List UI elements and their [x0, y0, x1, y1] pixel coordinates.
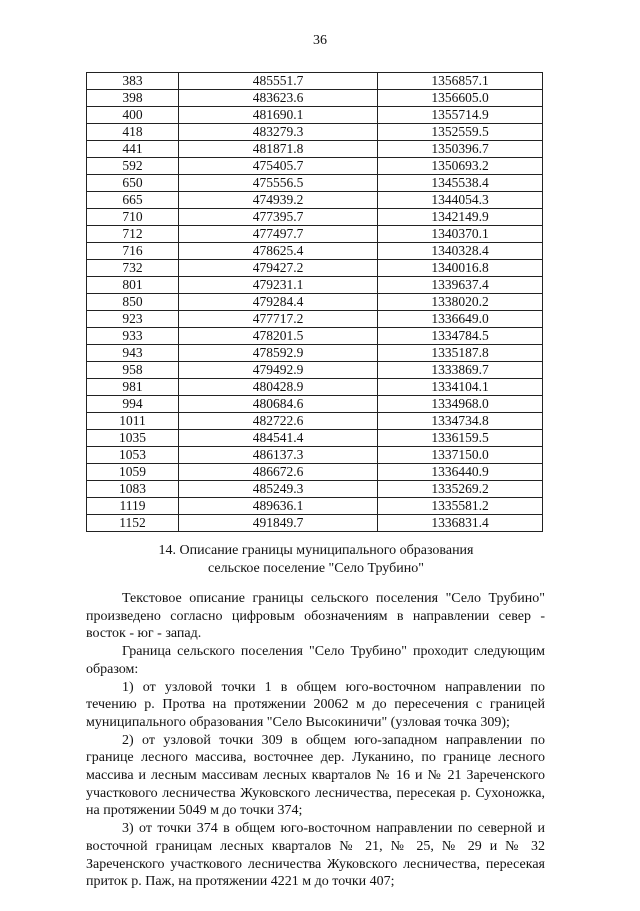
- table-row: [87, 175, 543, 192]
- table-row: [87, 464, 543, 481]
- paragraph: 2) от узловой точки 309 в общем юго-западном направлении по границе лесного массива, восточнее дер. Луканино, по границе лесного массива и лесным массивам лесных кварталов № 16 и № 21 Зареченского участкового лесничества Жуковского лесничества, пересекая р. Сухоножка, на протяжении 5049 м до точки 374;: [86, 732, 545, 819]
- table-row: [87, 498, 543, 515]
- x-coordinate-cell: 478625.4: [179, 243, 378, 260]
- x-coordinate-cell: 485249.3: [179, 481, 378, 498]
- table-row: [87, 192, 543, 209]
- paragraph: Граница сельского поселения "Село Трубино" проходит следующим образом:: [86, 644, 545, 677]
- table-row: [87, 515, 543, 532]
- paragraph: 3) от точки 374 в общем юго-восточном направлении по северной и восточной границам лесных кварталов № 21, № 25, № 29 и № 32 Зареченского участкового лесничества Жуковского лесничества, пересекая приток р. Паж, на протяжении 4221 м до точки 407;: [86, 821, 545, 890]
- x-coordinate-cell: 475405.7: [179, 158, 378, 175]
- table-row: [87, 345, 543, 362]
- x-coordinate-cell: 479231.1: [179, 277, 378, 294]
- table-row: [87, 311, 543, 328]
- x-coordinate-cell: 477717.2: [179, 311, 378, 328]
- table-row: [87, 73, 543, 90]
- table-row: [87, 413, 543, 430]
- y-coordinate-cell: 1334734.8: [378, 413, 543, 430]
- table-row: [87, 481, 543, 498]
- table-row: [87, 158, 543, 175]
- coordinates-table: [86, 72, 543, 532]
- table-row: [87, 328, 543, 345]
- point-number-cell: 592: [87, 158, 179, 175]
- point-number-cell: 398: [87, 90, 179, 107]
- y-coordinate-cell: 1334968.0: [378, 396, 543, 413]
- table-row: [87, 294, 543, 311]
- x-coordinate-cell: 479284.4: [179, 294, 378, 311]
- y-coordinate-cell: 1345538.4: [378, 175, 543, 192]
- x-coordinate-cell: 486137.3: [179, 447, 378, 464]
- x-coordinate-cell: 478592.9: [179, 345, 378, 362]
- x-coordinate-cell: 480428.9: [179, 379, 378, 396]
- x-coordinate-cell: 479427.2: [179, 260, 378, 277]
- heading-line-1: 14. Описание границы муниципального образования: [158, 543, 474, 558]
- point-number-cell: 801: [87, 277, 179, 294]
- y-coordinate-cell: 1356857.1: [378, 73, 543, 90]
- section-heading: [86, 542, 546, 578]
- x-coordinate-cell: 486672.6: [179, 464, 378, 481]
- y-coordinate-cell: 1340370.1: [378, 226, 543, 243]
- point-number-cell: 994: [87, 396, 179, 413]
- table-row: [87, 107, 543, 124]
- x-coordinate-cell: 483623.6: [179, 90, 378, 107]
- page-number: 36: [313, 33, 327, 48]
- y-coordinate-cell: 1338020.2: [378, 294, 543, 311]
- point-number-cell: 710: [87, 209, 179, 226]
- point-number-cell: 958: [87, 362, 179, 379]
- point-number-cell: 732: [87, 260, 179, 277]
- table-row: [87, 277, 543, 294]
- x-coordinate-cell: 481871.8: [179, 141, 378, 158]
- y-coordinate-cell: 1335581.2: [378, 498, 543, 515]
- x-coordinate-cell: 474939.2: [179, 192, 378, 209]
- x-coordinate-cell: 479492.9: [179, 362, 378, 379]
- table-row: [87, 243, 543, 260]
- y-coordinate-cell: 1335187.8: [378, 345, 543, 362]
- y-coordinate-cell: 1336831.4: [378, 515, 543, 532]
- table-row: [87, 447, 543, 464]
- point-number-cell: 1035: [87, 430, 179, 447]
- y-coordinate-cell: 1340016.8: [378, 260, 543, 277]
- point-number-cell: 850: [87, 294, 179, 311]
- x-coordinate-cell: 489636.1: [179, 498, 378, 515]
- point-number-cell: 933: [87, 328, 179, 345]
- point-number-cell: 1119: [87, 498, 179, 515]
- y-coordinate-cell: 1336649.0: [378, 311, 543, 328]
- table-row: [87, 396, 543, 413]
- y-coordinate-cell: 1336159.5: [378, 430, 543, 447]
- point-number-cell: 665: [87, 192, 179, 209]
- table-row: [87, 141, 543, 158]
- x-coordinate-cell: 480684.6: [179, 396, 378, 413]
- x-coordinate-cell: 481690.1: [179, 107, 378, 124]
- point-number-cell: 1152: [87, 515, 179, 532]
- point-number-cell: 712: [87, 226, 179, 243]
- y-coordinate-cell: 1355714.9: [378, 107, 543, 124]
- section-body: [86, 590, 545, 911]
- y-coordinate-cell: 1337150.0: [378, 447, 543, 464]
- y-coordinate-cell: 1339637.4: [378, 277, 543, 294]
- x-coordinate-cell: 484541.4: [179, 430, 378, 447]
- y-coordinate-cell: 1356605.0: [378, 90, 543, 107]
- point-number-cell: 981: [87, 379, 179, 396]
- point-number-cell: 943: [87, 345, 179, 362]
- x-coordinate-cell: 477497.7: [179, 226, 378, 243]
- table-row: [87, 430, 543, 447]
- point-number-cell: 716: [87, 243, 179, 260]
- y-coordinate-cell: 1350693.2: [378, 158, 543, 175]
- table-row: [87, 209, 543, 226]
- x-coordinate-cell: 482722.6: [179, 413, 378, 430]
- table-row: [87, 226, 543, 243]
- y-coordinate-cell: 1335269.2: [378, 481, 543, 498]
- y-coordinate-cell: 1340328.4: [378, 243, 543, 260]
- y-coordinate-cell: 1333869.7: [378, 362, 543, 379]
- point-number-cell: 441: [87, 141, 179, 158]
- x-coordinate-cell: 483279.3: [179, 124, 378, 141]
- x-coordinate-cell: 477395.7: [179, 209, 378, 226]
- point-number-cell: 1083: [87, 481, 179, 498]
- x-coordinate-cell: 478201.5: [179, 328, 378, 345]
- y-coordinate-cell: 1352559.5: [378, 124, 543, 141]
- y-coordinate-cell: 1336440.9: [378, 464, 543, 481]
- point-number-cell: 383: [87, 73, 179, 90]
- paragraph: Текстовое описание границы сельского поселения "Село Трубино" произведено согласно цифровым обозначениям в направлении север - восток - юг - запад.: [86, 591, 545, 642]
- table-row: [87, 124, 543, 141]
- table-row: [87, 90, 543, 107]
- table-row: [87, 260, 543, 277]
- y-coordinate-cell: 1344054.3: [378, 192, 543, 209]
- point-number-cell: 400: [87, 107, 179, 124]
- heading-line-2: сельское поселение "Село Трубино": [208, 561, 424, 576]
- point-number-cell: 1011: [87, 413, 179, 430]
- point-number-cell: 923: [87, 311, 179, 328]
- point-number-cell: 418: [87, 124, 179, 141]
- point-number-cell: 1053: [87, 447, 179, 464]
- point-number-cell: 650: [87, 175, 179, 192]
- y-coordinate-cell: 1350396.7: [378, 141, 543, 158]
- x-coordinate-cell: 491849.7: [179, 515, 378, 532]
- table-row: [87, 362, 543, 379]
- y-coordinate-cell: 1334104.1: [378, 379, 543, 396]
- table-row: [87, 379, 543, 396]
- x-coordinate-cell: 485551.7: [179, 73, 378, 90]
- point-number-cell: 1059: [87, 464, 179, 481]
- y-coordinate-cell: 1334784.5: [378, 328, 543, 345]
- y-coordinate-cell: 1342149.9: [378, 209, 543, 226]
- paragraph: 1) от узловой точки 1 в общем юго-восточном направлении по течению р. Протва на протяжении 20062 м до пересечения с границей муниципального образования "Село Высокиничи" (узловая точка 309);: [86, 679, 545, 730]
- x-coordinate-cell: 475556.5: [179, 175, 378, 192]
